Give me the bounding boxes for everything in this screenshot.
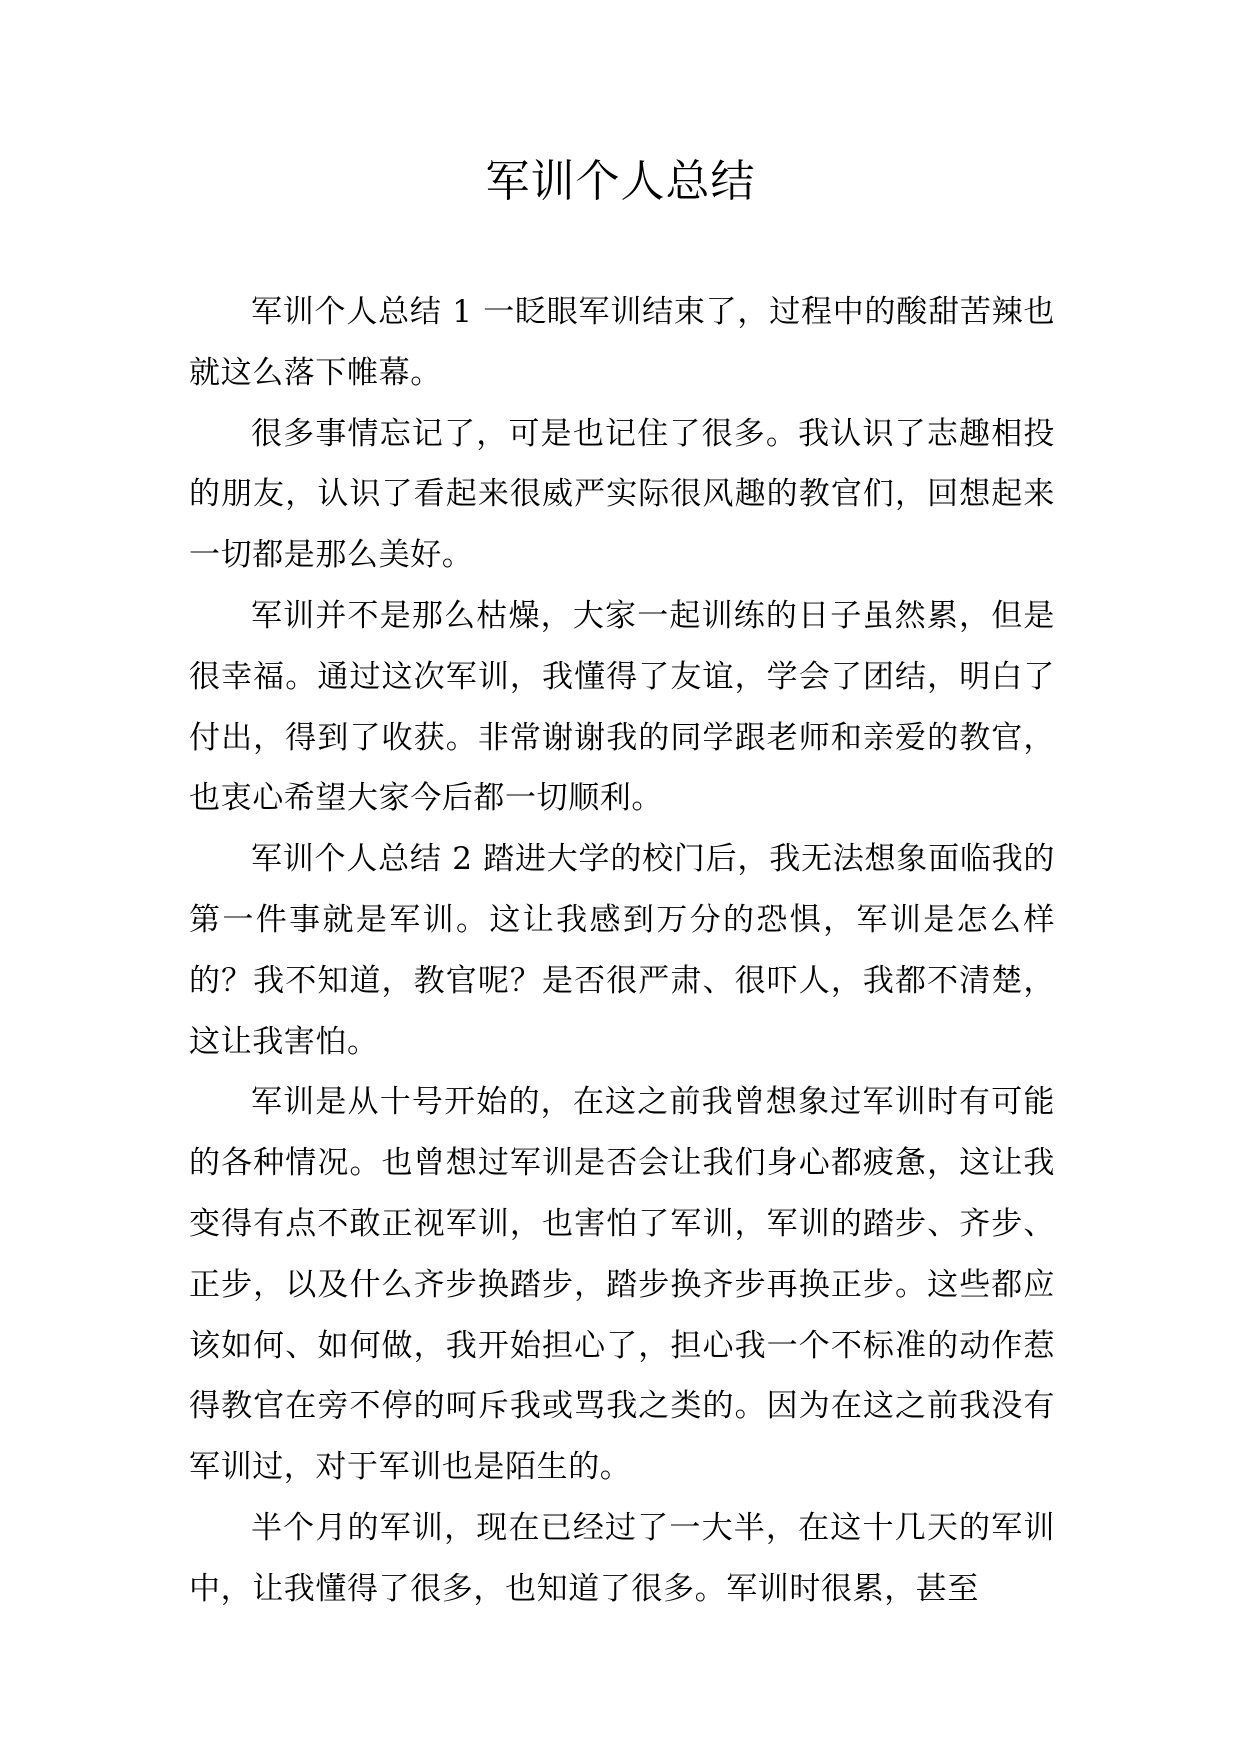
paragraph: 军训是从十号开始的，在这之前我曾想象过军训时有可能的各种情况。也曾想过军训是否会让我们身心都疲惫，这让我变得有点不敢正视军训，也害怕了军训，军训的踏步、齐步、正步，以及什么齐步换踏步，踏步换齐步再换正步。这些都应该如何、如何做，我开始担心了，担心我一个不标准的动作惹得教官在旁不停的呵斥我或骂我之类的。因为在这之前我没有军训过，对于军训也是陌生的。 [189,1084,1055,1486]
document-body [189,282,1055,1620]
paragraph: 很多事情忘记了，可是也记住了很多。我认识了志趣相投的朋友，认识了看起来很威严实际很风趣的教官们，回想起来一切都是那么美好。 [189,415,1055,574]
document-title: 军训个人总结 [485,156,756,207]
paragraph: 军训个人总结 2 踏进大学的校门后，我无法想象面临我的第一件事就是军训。这让我感到万分的恐惧，军训是怎么样的？我不知道，教官呢？是否很严肃、很吓人，我都不清楚，这让我害怕。 [189,841,1055,1060]
paragraph: 军训个人总结 1 一眨眼军训结束了，过程中的酸甜苦辣也就这么落下帷幕。 [189,294,1055,391]
paragraph: 军训并不是那么枯燥，大家一起训练的日子虽然累，但是很幸福。通过这次军训，我懂得了友谊，学会了团结，明白了付出，得到了收获。非常谢谢我的同学跟老师和亲爱的教官，也衷心希望大家今后都一切顺利。 [189,597,1055,817]
paragraph: 半个月的军训，现在已经过了一大半，在这十几天的军训中，让我懂得了很多，也知道了很多。军训时很累，甚至 [189,1509,1055,1607]
